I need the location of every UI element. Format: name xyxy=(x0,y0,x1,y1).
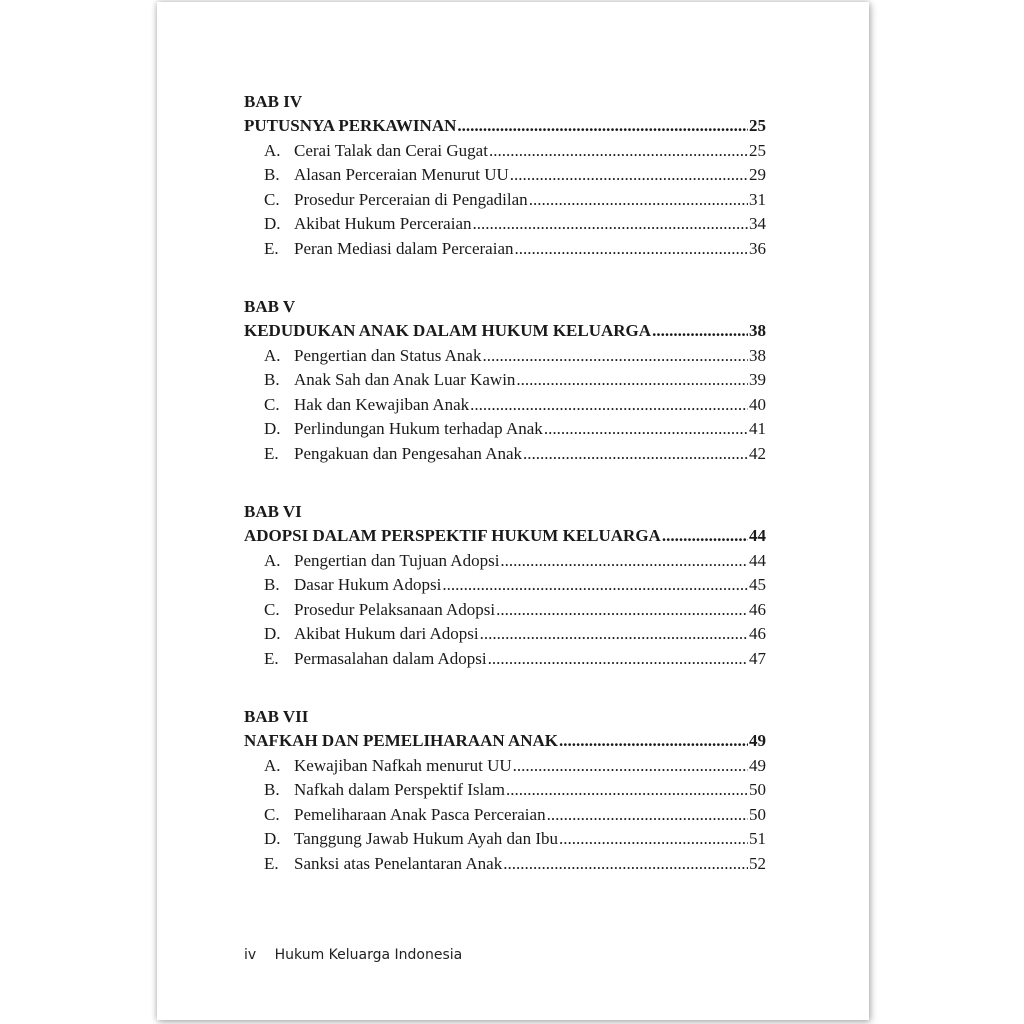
leader-dots xyxy=(547,803,748,828)
entry-text: Pemeliharaan Anak Pasca Perceraian xyxy=(294,804,546,824)
entry-letter: A. xyxy=(264,550,281,570)
leader-dots xyxy=(503,852,748,877)
page-number: 46 xyxy=(749,624,766,643)
entry-letter: A. xyxy=(264,345,281,365)
chapter-title-row[interactable] xyxy=(244,114,766,139)
entry-text: Cerai Talak dan Cerai Gugat xyxy=(294,140,488,160)
leader-dots xyxy=(470,393,748,418)
chapter-bab-vi xyxy=(244,500,766,671)
entry-text: Perlindungan Hukum terhadap Anak xyxy=(294,419,543,438)
toc-entry[interactable] xyxy=(244,573,766,598)
chapter-title-row[interactable] xyxy=(244,729,766,754)
page-number: 46 xyxy=(749,599,766,619)
toc-entry[interactable] xyxy=(244,368,766,393)
chapter-bab-iv xyxy=(244,90,766,261)
leader-dots xyxy=(473,212,749,237)
leader-dots xyxy=(515,237,749,262)
entry-text: Pengertian dan Tujuan Adopsi xyxy=(294,550,500,570)
toc-entry[interactable] xyxy=(244,622,766,647)
entry-text: Kewajiban Nafkah menurut UU xyxy=(294,755,512,775)
entry-text: Permasalahan dalam Adopsi xyxy=(294,648,487,668)
toc-entry[interactable] xyxy=(244,803,766,828)
leader-dots xyxy=(523,442,748,467)
entry-letter: E. xyxy=(264,238,279,258)
page-number: 50 xyxy=(749,780,766,799)
entry-letter: E. xyxy=(264,648,279,668)
page-number: 38 xyxy=(749,321,766,340)
leader-dots xyxy=(482,344,748,369)
chapter-title: NAFKAH DAN PEMELIHARAAN ANAK xyxy=(244,731,559,750)
page-number: 34 xyxy=(749,214,766,233)
leader-dots xyxy=(559,827,748,852)
entry-text: Nafkah dalam Perspektif Islam xyxy=(294,780,506,799)
leader-dots xyxy=(488,647,748,672)
entry-text: Tanggung Jawab Hukum Ayah dan Ibu xyxy=(294,829,559,848)
page-number: 49 xyxy=(749,755,766,775)
entry-letter: A. xyxy=(264,140,281,160)
toc-entry[interactable] xyxy=(244,549,766,574)
leader-dots xyxy=(442,573,748,598)
entry-text: Peran Mediasi dalam Perceraian xyxy=(294,238,514,258)
entry-letter: C. xyxy=(264,394,280,414)
page-number: 44 xyxy=(749,526,766,545)
entry-letter: B. xyxy=(264,575,280,594)
entry-letter: E. xyxy=(264,443,279,463)
folio-number: iv xyxy=(244,947,257,963)
page-number: 52 xyxy=(749,853,766,873)
entry-text: Akibat Hukum dari Adopsi xyxy=(294,624,479,643)
page-number: 38 xyxy=(749,345,766,365)
page-footer xyxy=(244,947,462,963)
chapter-bab-v xyxy=(244,295,766,466)
chapter-label: BAB VI xyxy=(244,502,302,521)
entry-letter: B. xyxy=(264,780,280,799)
entry-text: Anak Sah dan Anak Luar Kawin xyxy=(294,370,516,389)
leader-dots xyxy=(516,368,748,393)
toc-entry[interactable] xyxy=(244,442,766,467)
toc-entry[interactable] xyxy=(244,237,766,262)
page-number: 49 xyxy=(749,731,766,750)
leader-dots xyxy=(489,139,748,164)
entry-letter: D. xyxy=(264,624,281,643)
entry-text: Prosedur Pelaksanaan Adopsi xyxy=(294,599,496,619)
entry-text: Alasan Perceraian Menurut UU xyxy=(294,165,509,184)
toc-entry[interactable] xyxy=(244,827,766,852)
page-number: 50 xyxy=(749,804,766,824)
page-number: 40 xyxy=(749,394,766,414)
entry-text: Pengakuan dan Pengesahan Anak xyxy=(294,443,523,463)
entry-text: Sanksi atas Penelantaran Anak xyxy=(294,853,503,873)
entry-text: Prosedur Perceraian di Pengadilan xyxy=(294,189,528,209)
entry-text: Pengertian dan Status Anak xyxy=(294,345,482,365)
page-number: 31 xyxy=(749,189,766,209)
entry-text: Dasar Hukum Adopsi xyxy=(294,575,442,594)
toc-entry[interactable] xyxy=(244,393,766,418)
entry-letter: C. xyxy=(264,804,280,824)
chapter-label: BAB V xyxy=(244,297,296,316)
toc-entry[interactable] xyxy=(244,754,766,779)
toc-entry[interactable] xyxy=(244,778,766,803)
leader-dots xyxy=(457,114,748,139)
page-number: 25 xyxy=(749,140,766,160)
page-number: 29 xyxy=(749,165,766,184)
toc-entry[interactable] xyxy=(244,417,766,442)
chapter-label: BAB IV xyxy=(244,92,303,111)
entry-letter: D. xyxy=(264,829,281,848)
entry-text: Akibat Hukum Perceraian xyxy=(294,214,472,233)
leader-dots xyxy=(529,188,748,213)
leader-dots xyxy=(559,729,748,754)
leader-dots xyxy=(480,622,748,647)
leader-dots xyxy=(510,163,748,188)
leader-dots xyxy=(513,754,748,779)
toc-entry[interactable] xyxy=(244,852,766,877)
entry-text: Hak dan Kewajiban Anak xyxy=(294,394,470,414)
leader-dots xyxy=(506,778,748,803)
entry-letter: C. xyxy=(264,599,280,619)
document-page xyxy=(157,2,869,1020)
page-number: 36 xyxy=(749,238,766,258)
running-book-title: Hukum Keluarga Indonesia xyxy=(274,947,463,963)
chapter-title-row[interactable] xyxy=(244,524,766,549)
page-number: 41 xyxy=(749,419,766,438)
page-number: 47 xyxy=(749,648,766,668)
page-number: 44 xyxy=(749,550,766,570)
chapter-title-row[interactable] xyxy=(244,319,766,344)
leader-dots xyxy=(544,417,748,442)
entry-letter: E. xyxy=(264,853,279,873)
chapter-bab-vii xyxy=(244,705,766,876)
toc-entry[interactable] xyxy=(244,212,766,237)
entry-letter: D. xyxy=(264,419,281,438)
page-number: 25 xyxy=(749,116,766,135)
page-number: 42 xyxy=(749,443,766,463)
toc-entry[interactable] xyxy=(244,344,766,369)
table-of-contents xyxy=(244,90,766,910)
entry-letter: A. xyxy=(264,755,281,775)
page-number: 45 xyxy=(749,575,766,594)
page-number: 39 xyxy=(749,370,766,389)
entry-letter: B. xyxy=(264,165,280,184)
chapter-title: KEDUDUKAN ANAK DALAM HUKUM KELUARGA xyxy=(244,321,652,340)
toc-entry[interactable] xyxy=(244,647,766,672)
toc-entry[interactable] xyxy=(244,598,766,623)
leader-dots xyxy=(500,549,748,574)
leader-dots xyxy=(496,598,748,623)
entry-letter: C. xyxy=(264,189,280,209)
entry-letter: B. xyxy=(264,370,280,389)
entry-letter: D. xyxy=(264,214,281,233)
toc-entry[interactable] xyxy=(244,163,766,188)
toc-entry[interactable] xyxy=(244,139,766,164)
chapter-label: BAB VII xyxy=(244,707,309,726)
chapter-title: ADOPSI DALAM PERSPEKTIF HUKUM KELUARGA xyxy=(244,526,661,545)
leader-dots xyxy=(652,319,748,344)
chapter-title: PUTUSNYA PERKAWINAN xyxy=(244,116,457,135)
page-number: 51 xyxy=(749,829,766,848)
leader-dots xyxy=(662,524,748,549)
toc-entry[interactable] xyxy=(244,188,766,213)
